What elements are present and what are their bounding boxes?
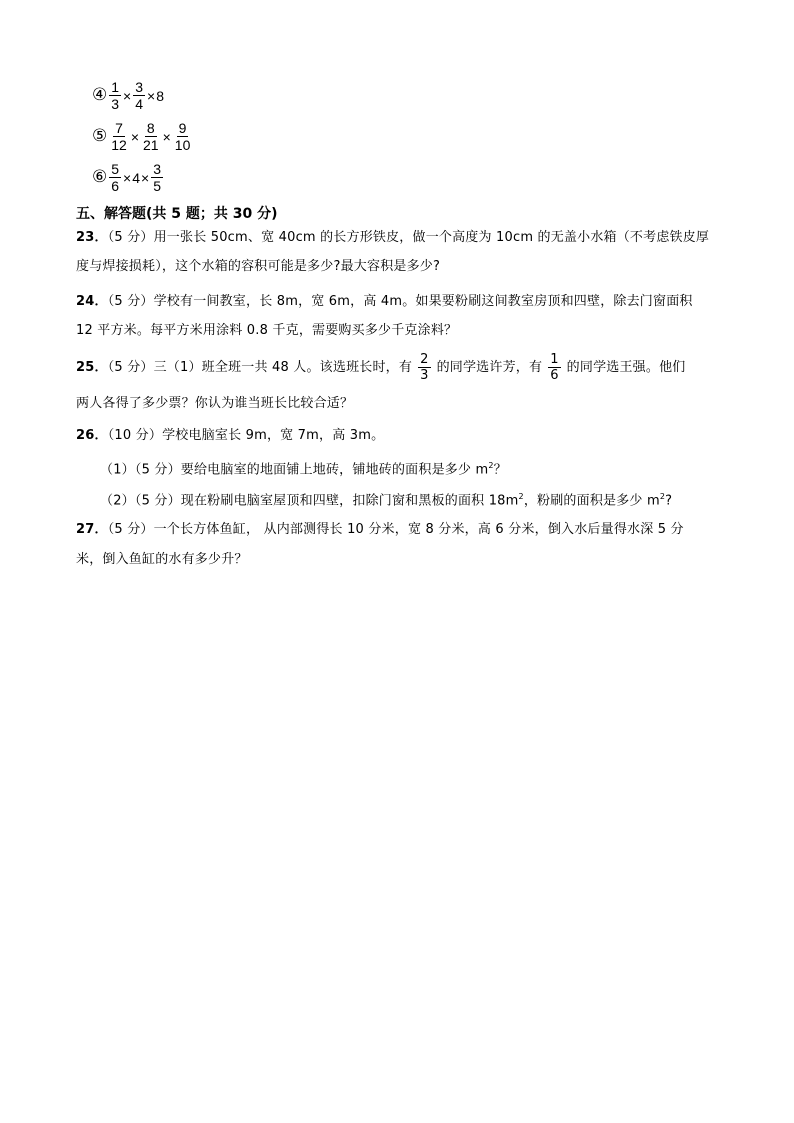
item-marker: ⑤ bbox=[92, 126, 108, 146]
times-sign: × bbox=[162, 128, 171, 145]
question-25-line-2: 两人各得了多少票？你认为谁当班长比较合适？ bbox=[76, 396, 354, 411]
question-25-line-1: 25．（5 分）三（1）班全班一共 48 人。该选班长时，有 $\frac{2}{3}$ 的同学选许芳，有 $\frac{1}{6}$ 的同学选王强。他们 bbox=[76, 352, 686, 383]
fraction: $\frac{5}{6}$ bbox=[111, 161, 120, 194]
times-sign: × bbox=[141, 169, 150, 186]
times-sign: × bbox=[123, 169, 132, 186]
fraction: $\frac{1}{6}$ bbox=[550, 352, 559, 383]
question-24-line-2: 12 平方米。每平方米用涂料 0.8 千克，需要购买多少千克涂料？ bbox=[76, 323, 458, 338]
integer: 8 bbox=[156, 87, 165, 104]
question-27-line-2: 米，倒入鱼缸的水有多少升？ bbox=[76, 552, 248, 567]
question-23-line-1: 23．（5 分）用一张长 50cm、宽 40cm 的长方形铁皮，做一个高度为 10cm 的无盖小水箱（不考虑铁皮厚 bbox=[76, 230, 710, 245]
question-26-sub-2: （2）（5 分）现在粉刷电脑室屋顶和四壁，扣除门窗和黑板的面积 $18m^2$，粉刷的面积是多少 $m^2$? bbox=[100, 492, 673, 509]
item-marker: ④ bbox=[92, 85, 108, 105]
fraction: $\frac{3}{4}$ bbox=[135, 79, 144, 112]
fraction: $\frac{1}{3}$ bbox=[111, 79, 120, 112]
integer: 4 bbox=[132, 169, 141, 186]
section-title: 五、解答题(共 5 题；共 30 分) bbox=[76, 206, 278, 222]
times-sign: × bbox=[130, 128, 140, 145]
question-number: 26． bbox=[76, 428, 108, 443]
question-24-line-1: 24．（5 分）学校有一间教室，长 8m，宽 6m，高 4m。如果要粉刷这间教室房顶和四壁，除去门窗面积 bbox=[76, 294, 693, 309]
question-number: 25． bbox=[76, 360, 108, 375]
question-23-line-2: 度与焊接损耗），这个水箱的容积可能是多少?最大容积是多少? bbox=[76, 259, 441, 274]
fraction: $\frac{2}{3}$ bbox=[420, 352, 429, 383]
calc-item-6 bbox=[92, 162, 164, 193]
fraction: $\frac{7}{12}$ bbox=[111, 120, 127, 153]
fraction: $\frac{9}{10}$ bbox=[174, 120, 191, 153]
question-27-line-1: 27．（5 分）一个长方体鱼缸， 从内部测得长 10 分米，宽 8 分米，高 6 分米，倒入水后量得水深 5 分 bbox=[76, 522, 684, 537]
calc-item-4 bbox=[92, 80, 164, 111]
calc-item-5 bbox=[92, 121, 193, 152]
question-number: 23． bbox=[76, 230, 108, 245]
question-number: 27． bbox=[76, 522, 108, 537]
question-26-line-1: 26．（10 分）学校电脑室长 9m，宽 7m，高 3m。 bbox=[76, 428, 385, 443]
question-26-sub-1: （1）（5 分）要给电脑室的地面铺上地砖，铺地砖的面积是多少 $m^2$？ bbox=[100, 461, 507, 478]
item-marker: ⑥ bbox=[92, 167, 108, 187]
times-sign: × bbox=[123, 87, 132, 104]
fraction: $\frac{3}{5}$ bbox=[153, 161, 162, 194]
fraction: $\frac{8}{21}$ bbox=[143, 120, 159, 153]
question-number: 24． bbox=[76, 294, 108, 309]
times-sign: × bbox=[147, 87, 156, 104]
